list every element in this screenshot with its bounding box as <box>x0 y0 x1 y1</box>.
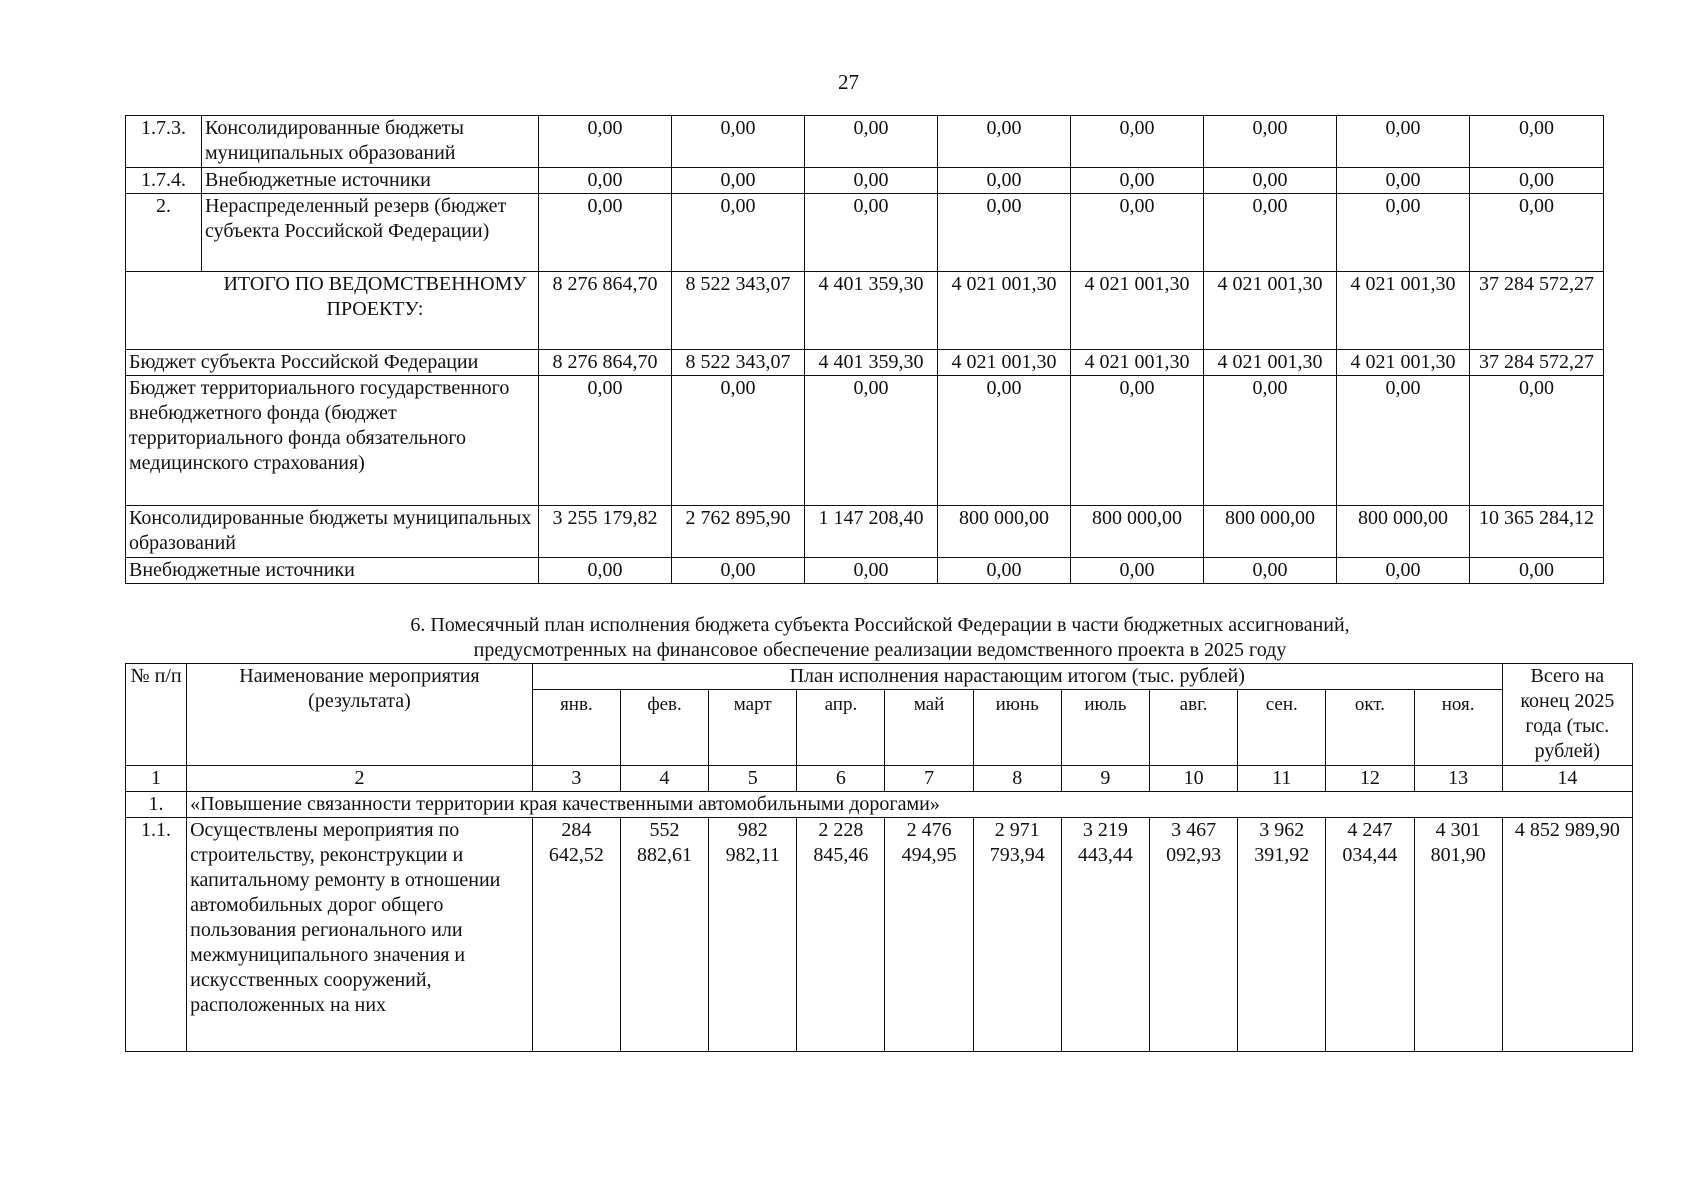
value-cell: 0,00 <box>938 558 1071 584</box>
table-row <box>126 194 1604 272</box>
value-cell: 0,00 <box>805 116 938 168</box>
group-name: «Повышение связанности территории края качественными автомобильными дорогами» <box>187 792 1633 818</box>
value-cell: 0,00 <box>805 376 938 506</box>
total-value: 4 852 989,90 <box>1502 818 1632 1052</box>
month-header: сен. <box>1238 690 1326 766</box>
month-header: авг. <box>1150 690 1238 766</box>
month-value: 982 982,11 <box>709 818 797 1052</box>
value-cell: 0,00 <box>938 168 1071 194</box>
page-number: 27 <box>838 70 859 94</box>
column-number: 10 <box>1150 766 1238 792</box>
value-cell: 0,00 <box>1337 116 1470 168</box>
value-cell: 4 401 359,30 <box>805 272 938 350</box>
row-name: Внебюджетные источники <box>202 168 539 194</box>
value-cell: 0,00 <box>805 168 938 194</box>
row-name: Консолидированные бюджеты муниципальных образований <box>126 506 539 558</box>
table-row <box>126 350 1604 376</box>
month-header: апр. <box>797 690 885 766</box>
value-cell: 0,00 <box>672 116 805 168</box>
column-number: 7 <box>885 766 973 792</box>
value-cell: 1 147 208,40 <box>805 506 938 558</box>
table-row <box>126 376 1604 506</box>
row-name: Бюджет субъекта Российской Федерации <box>126 350 539 376</box>
header-total: Всего на конец 2025 года (тыс. рублей) <box>1502 664 1632 766</box>
header-num: № п/п <box>126 664 187 766</box>
value-cell: 37 284 572,27 <box>1470 350 1604 376</box>
value-cell: 4 021 001,30 <box>1071 350 1204 376</box>
header-plan: План исполнения нарастающим итогом (тыс. рублей) <box>532 664 1502 690</box>
value-cell: 4 401 359,30 <box>805 350 938 376</box>
value-cell: 8 522 343,07 <box>672 350 805 376</box>
value-cell: 0,00 <box>938 194 1071 272</box>
value-cell: 0,00 <box>539 376 672 506</box>
value-cell: 0,00 <box>1204 116 1337 168</box>
value-cell: 800 000,00 <box>938 506 1071 558</box>
column-number: 12 <box>1326 766 1414 792</box>
column-number: 13 <box>1414 766 1502 792</box>
value-cell: 0,00 <box>1204 194 1337 272</box>
value-cell: 10 365 284,12 <box>1470 506 1604 558</box>
month-value: 3 219 443,44 <box>1061 818 1149 1052</box>
month-header: июль <box>1061 690 1149 766</box>
value-cell: 0,00 <box>1204 558 1337 584</box>
month-value: 2 228 845,46 <box>797 818 885 1052</box>
value-cell: 0,00 <box>938 376 1071 506</box>
value-cell: 0,00 <box>1470 194 1604 272</box>
section-title-line: предусмотренных на финансовое обеспечение реализации ведомственного проекта в 2025 году <box>473 639 1287 661</box>
month-value: 284 642,52 <box>532 818 620 1052</box>
table-row <box>126 506 1604 558</box>
group-row <box>126 792 1633 818</box>
column-number: 3 <box>532 766 620 792</box>
value-cell: 4 021 001,30 <box>1071 272 1204 350</box>
row-name: Консолидированные бюджеты муниципальных образований <box>202 116 539 168</box>
month-value: 4 247 034,44 <box>1326 818 1414 1052</box>
value-cell: 4 021 001,30 <box>938 350 1071 376</box>
row-name: Бюджет территориального государственного внебюджетного фонда (бюджет территориального фонда обязательного медицинского страхования) <box>126 376 539 506</box>
value-cell: 8 276 864,70 <box>539 350 672 376</box>
value-cell: 2 762 895,90 <box>672 506 805 558</box>
value-cell: 4 021 001,30 <box>1337 272 1470 350</box>
column-numbers-row <box>126 766 1633 792</box>
column-number: 4 <box>620 766 708 792</box>
value-cell: 0,00 <box>1337 194 1470 272</box>
value-cell: 0,00 <box>672 168 805 194</box>
column-number: 2 <box>187 766 533 792</box>
month-header: март <box>709 690 797 766</box>
table-row <box>126 168 1604 194</box>
value-cell: 0,00 <box>1204 168 1337 194</box>
month-value: 3 962 391,92 <box>1238 818 1326 1052</box>
value-cell: 0,00 <box>672 558 805 584</box>
group-number: 1. <box>126 792 187 818</box>
month-header: май <box>885 690 973 766</box>
column-number: 14 <box>1502 766 1632 792</box>
column-number: 11 <box>1238 766 1326 792</box>
value-cell: 8 522 343,07 <box>672 272 805 350</box>
value-cell: 0,00 <box>1337 168 1470 194</box>
month-header: ноя. <box>1414 690 1502 766</box>
row-number: 1.1. <box>126 818 187 1052</box>
value-cell: 800 000,00 <box>1204 506 1337 558</box>
row-name: Нераспределенный резерв (бюджет субъекта Российской Федерации) <box>202 194 539 272</box>
total-label: ИТОГО ПО ВЕДОМСТВЕННОМУ ПРОЕКТУ: <box>126 272 539 350</box>
month-header: янв. <box>532 690 620 766</box>
table-row <box>126 818 1633 1052</box>
value-cell: 0,00 <box>1071 558 1204 584</box>
month-value: 2 971 793,94 <box>973 818 1061 1052</box>
table-row <box>126 116 1604 168</box>
section-title <box>125 613 1635 663</box>
value-cell: 0,00 <box>539 194 672 272</box>
month-value: 3 467 092,93 <box>1150 818 1238 1052</box>
value-cell: 4 021 001,30 <box>1204 272 1337 350</box>
budget-summary-table <box>125 115 1604 584</box>
header-row <box>126 664 1633 690</box>
value-cell: 0,00 <box>1337 376 1470 506</box>
value-cell: 8 276 864,70 <box>539 272 672 350</box>
value-cell: 0,00 <box>539 558 672 584</box>
month-header: окт. <box>1326 690 1414 766</box>
column-number: 8 <box>973 766 1061 792</box>
value-cell: 0,00 <box>1071 168 1204 194</box>
row-name: Внебюджетные источники <box>126 558 539 584</box>
row-number: 2. <box>126 194 202 272</box>
section-title-line: 6. Помесячный план исполнения бюджета субъекта Российской Федерации в части бюджетных ассигнований, <box>410 614 1350 636</box>
value-cell: 37 284 572,27 <box>1470 272 1604 350</box>
column-number: 1 <box>126 766 187 792</box>
value-cell: 0,00 <box>1071 376 1204 506</box>
value-cell: 0,00 <box>1071 116 1204 168</box>
value-cell: 0,00 <box>539 168 672 194</box>
value-cell: 3 255 179,82 <box>539 506 672 558</box>
value-cell: 0,00 <box>938 116 1071 168</box>
value-cell: 0,00 <box>805 558 938 584</box>
value-cell: 0,00 <box>672 194 805 272</box>
value-cell: 0,00 <box>1470 558 1604 584</box>
row-name: Осуществлены мероприятия по строительству, реконструкции и капитальному ремонту в отношении автомобильных дорог общего пользования регионального или межмуниципального значения и искусственных сооружений, расположенных на них <box>187 818 533 1052</box>
monthly-plan-table <box>125 663 1633 1052</box>
month-header: июнь <box>973 690 1061 766</box>
value-cell: 0,00 <box>1470 168 1604 194</box>
value-cell: 4 021 001,30 <box>1337 350 1470 376</box>
month-header: фев. <box>620 690 708 766</box>
row-number: 1.7.3. <box>126 116 202 168</box>
value-cell: 0,00 <box>1071 194 1204 272</box>
value-cell: 0,00 <box>539 116 672 168</box>
month-value: 2 476 494,95 <box>885 818 973 1052</box>
total-row <box>126 272 1604 350</box>
value-cell: 4 021 001,30 <box>938 272 1071 350</box>
value-cell: 0,00 <box>1204 376 1337 506</box>
column-number: 6 <box>797 766 885 792</box>
value-cell: 0,00 <box>672 376 805 506</box>
value-cell: 4 021 001,30 <box>1204 350 1337 376</box>
month-value: 552 882,61 <box>620 818 708 1052</box>
row-number: 1.7.4. <box>126 168 202 194</box>
column-number: 5 <box>709 766 797 792</box>
header-name: Наименование мероприятия (результата) <box>187 664 533 766</box>
value-cell: 0,00 <box>1470 376 1604 506</box>
value-cell: 800 000,00 <box>1337 506 1470 558</box>
month-value: 4 301 801,90 <box>1414 818 1502 1052</box>
column-number: 9 <box>1061 766 1149 792</box>
value-cell: 0,00 <box>805 194 938 272</box>
value-cell: 0,00 <box>1337 558 1470 584</box>
value-cell: 0,00 <box>1470 116 1604 168</box>
table-row <box>126 558 1604 584</box>
value-cell: 800 000,00 <box>1071 506 1204 558</box>
